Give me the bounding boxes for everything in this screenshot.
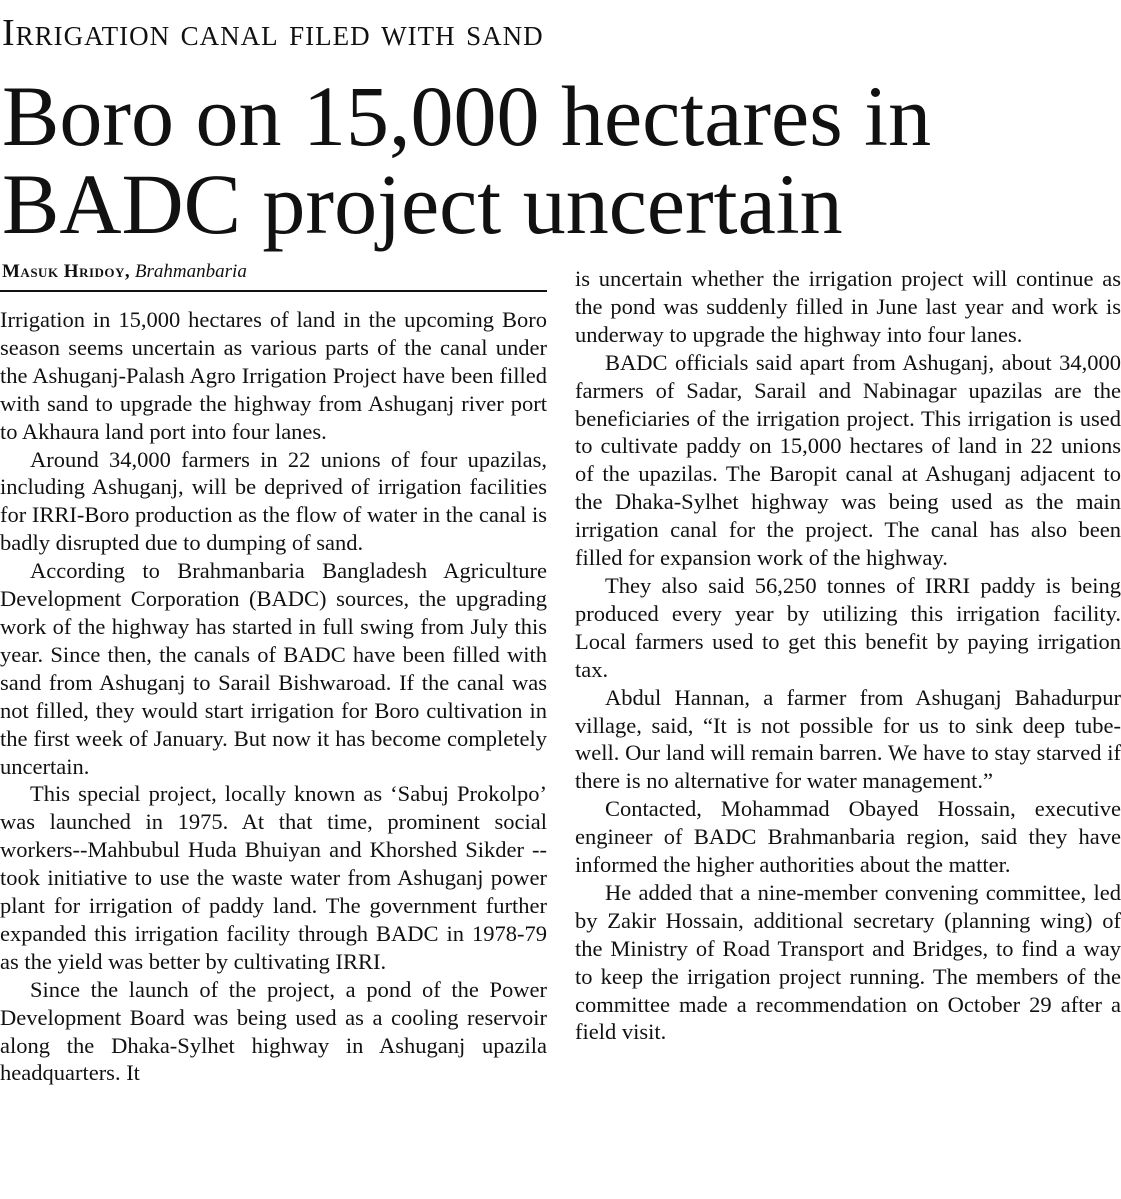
paragraph: Around 34,000 farmers in 22 unions of four upazilas, including Ashuganj, will be deprived of irrigation facilities for IRRI-Boro production as the flow of water in the canal is badly disrupted due to dumping of sand. (0, 446, 547, 556)
byline-location: Brahmanbaria (134, 261, 247, 282)
byline (2, 260, 247, 284)
paragraph: Since the launch of the project, a pond of the Power Development Board was being used as a cooling reservoir along the Dhaka-Sylhet highway in Ashuganj upazila headquarters. It (0, 976, 547, 1086)
paragraph: Abdul Hannan, a farmer from Ashuganj Bahadurpur village, said, “It is not possible for us to sink deep tube-well. Our land will remain barren. We have to stay starved if there is no alternative for water management.” (575, 684, 1121, 794)
article-headline: Boro on 15,000 hectares in BADC project uncertain (2, 68, 932, 252)
paragraph: Irrigation in 15,000 hectares of land in the upcoming Boro season seems uncertain as various parts of the canal under the Ashuganj-Palash Agro Irrigation Project have been filled with sand to upgrade the highway from Ashuganj river port to Akhaura land port into four lanes. (0, 307, 547, 444)
byline-author: Masuk Hridoy, (2, 261, 131, 282)
paragraph: He added that a nine-member convening committee, led by Zakir Hossain, additional secretary (planning wing) of the Ministry of Road Transport and Bridges, to find a way to keep the irrigation project running. The members of the committee made a recommendation on October 29 after a field visit. (575, 879, 1121, 1045)
paragraph: is uncertain whether the irrigation project will continue as the pond was suddenly filled in June last year and work is underway to upgrade the highway into four lanes. (575, 266, 1121, 347)
paragraph: BADC officials said apart from Ashuganj, about 34,000 farmers of Sadar, Sarail and Nabinagar upazilas are the beneficiaries of the irrigation project. This irrigation is used to cultivate paddy on 15,000 hectares of land in 22 unions of the upazilas. The Baropit canal at Ashuganj adjacent to the Dhaka-Sylhet highway was being used as the main irrigation canal for the project. The canal has also been filled for expansion work of the highway. (575, 349, 1121, 571)
article-column-2 (575, 265, 1121, 1046)
article-kicker: Irrigation canal filed with sand (2, 12, 544, 54)
paragraph: According to Brahmanbaria Bangladesh Agriculture Development Corporation (BADC) sources, the upgrading work of the highway has started in full swing from July this year. Since then, the canals of BADC have been filled with sand from Ashuganj to Sarail Bishwaroad. If the canal was not filled, they would start irrigation for Boro cultivation in the first week of January. But now it has become completely uncertain. (0, 558, 547, 779)
paragraph: They also said 56,250 tonnes of IRRI paddy is being produced every year by utilizing this irrigation facility. Local farmers used to get this benefit by paying irrigation tax. (575, 572, 1121, 682)
paragraph: Contacted, Mohammad Obayed Hossain, executive engineer of BADC Brahmanbaria region, said they have informed the higher authorities about the matter. (575, 796, 1121, 878)
article-column-1 (0, 306, 547, 1087)
paragraph: This special project, locally known as ‘Sabuj Prokolpo’ was launched in 1975. At that time, prominent social workers--Mahbubul Huda Bhuiyan and Khorshed Sikder -- took initiative to use the waste water from Ashuganj power plant for irrigation of paddy land. The government further expanded this irrigation facility through BADC in 1978-79 as the yield was better by cultivating IRRI. (0, 781, 547, 974)
byline-divider (0, 290, 547, 292)
